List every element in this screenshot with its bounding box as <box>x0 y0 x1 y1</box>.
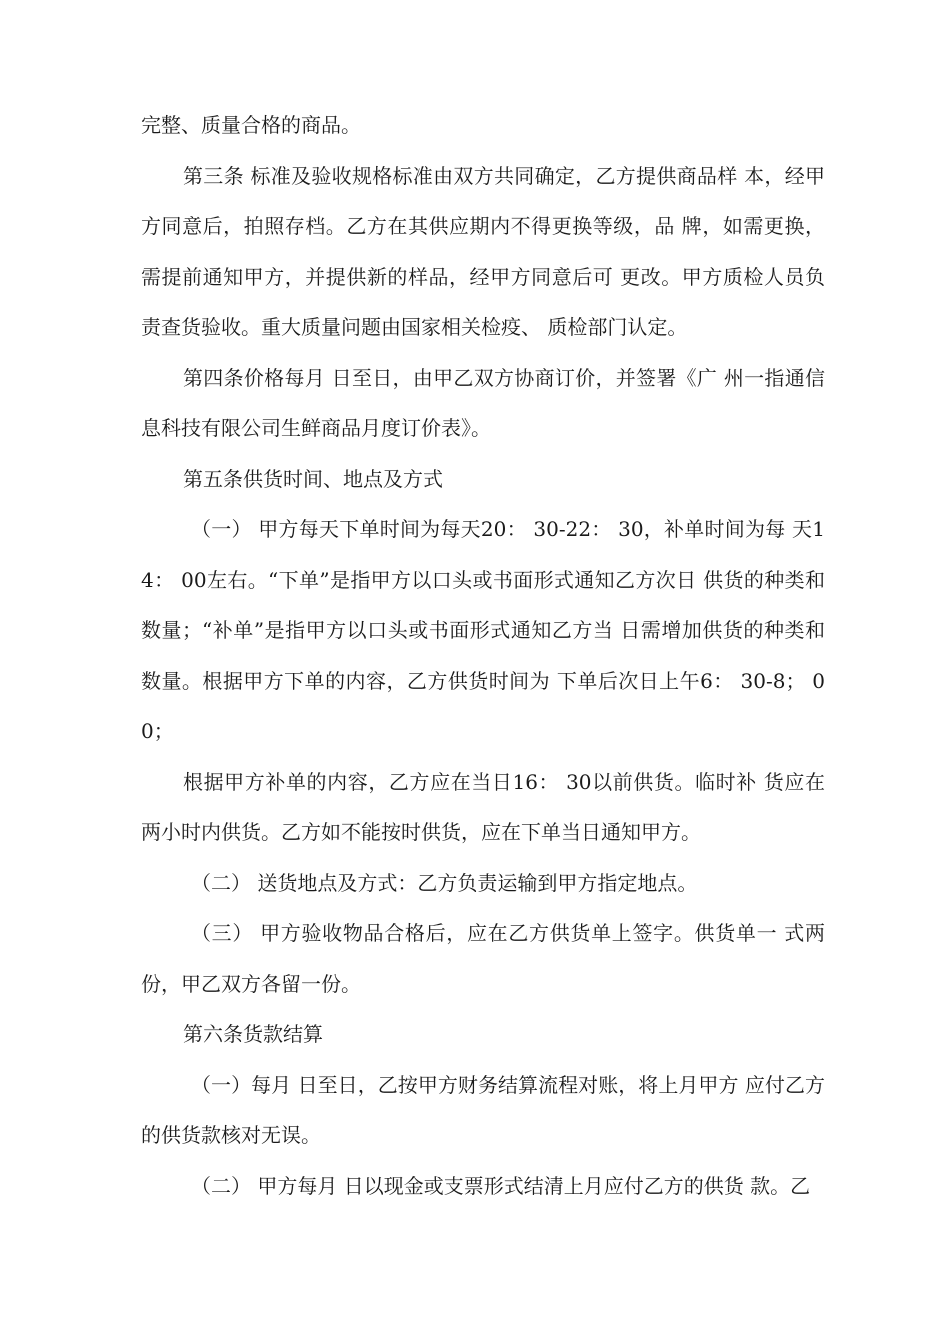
paragraph-article-4: 第四条价格每月 日至日，由甲乙双方协商订价，并签署《广 州一指通信息科技有限公司生鲜商品月度订价表》。 <box>141 365 825 440</box>
heading-article-6: 第六条货款结算 <box>183 1022 323 1046</box>
paragraph-article-6-item-1: （一）每月 日至日，乙按甲方财务结算流程对账，将上月甲方 应付乙方的供货款核对无误。 <box>141 1072 825 1147</box>
paragraph-continuation: 完整、质量合格的商品。 <box>141 113 361 137</box>
paragraph-article-5-supplement: 根据甲方补单的内容，乙方应在当日16： 30以前供货。临时补 货应在两小时内供货。乙方如不能按时供货，应在下单当日通知甲方。 <box>141 769 825 844</box>
paragraph-article-5-item-3: （三） 甲方验收物品合格后，应在乙方供货单上签字。供货单一 式两份，甲乙双方各留一份。 <box>141 921 825 996</box>
paragraph-article-6-item-2: （二） 甲方每月 日以现金或支票形式结清上月应付乙方的供货 款。乙 <box>191 1173 811 1198</box>
heading-article-5: 第五条供货时间、地点及方式 <box>183 466 443 491</box>
document-body <box>141 100 825 1211</box>
paragraph-article-5-item-1: （一） 甲方每天下单时间为每天20： 30-22： 30，补单时间为每 天14： 00左右。“下单”是指甲方以口头或书面形式通知乙方次日 供货的种类和数量；“补单”是指甲方以口头或书面形式通知乙方当 日需增加供货的种类和数量。根据甲方下单的内容，乙方供货时间为 下单后次日上午6： 30-8； 00； <box>141 517 825 743</box>
paragraph-article-5-item-2: （二） 送货地点及方式：乙方负责运输到甲方指定地点。 <box>191 870 698 895</box>
paragraph-article-3: 第三条 标准及验收规格标准由双方共同确定，乙方提供商品样 本，经甲方同意后，拍照存档。乙方在其供应期内不得更换等级，品 牌，如需更换，需提前通知甲方，并提供新的样品，经甲方同意后可 更改。甲方质检人员负责查货验收。重大质量问题由国家相关检疫、 质检部门认定。 <box>141 163 825 339</box>
